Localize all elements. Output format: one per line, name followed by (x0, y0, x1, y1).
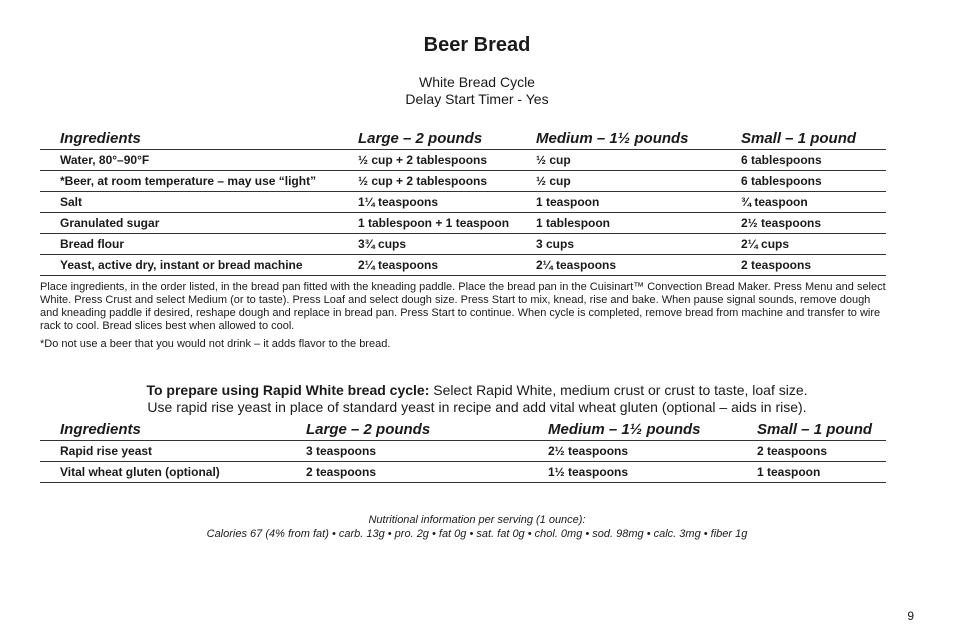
table-cell: 2½ teaspoons (548, 441, 757, 462)
column-header: Small – 1 pound (757, 418, 886, 441)
table-cell: Water, 80°–90°F (40, 150, 358, 171)
rapid-line-2: Use rapid rise yeast in place of standard yeast in recipe and add vital wheat gluten (optional – aids in rise). (147, 399, 807, 415)
table-cell: ½ cup + 2 tablespoons (358, 171, 536, 192)
table-header-row (40, 418, 886, 441)
table-cell: Granulated sugar (40, 213, 358, 234)
table-cell: 2¼ cups (741, 234, 886, 255)
table-cell: 1 tablespoon (536, 213, 741, 234)
column-header: Medium – 1½ pounds (536, 127, 741, 150)
rapid-label: To prepare using Rapid White bread cycle: (146, 382, 430, 398)
rapid-text: Select Rapid White, medium crust or crust to taste, loaf size. (433, 382, 808, 398)
cycle-line: White Bread Cycle (419, 74, 535, 90)
table-cell: *Beer, at room temperature – may use “light” (40, 171, 358, 192)
nutrition-heading: Nutritional information per serving (1 ounce): (368, 514, 586, 526)
delay-timer-line: Delay Start Timer - Yes (405, 91, 549, 107)
nutrition-info (0, 513, 954, 541)
column-header: Ingredients (40, 418, 306, 441)
table-cell: 1 teaspoon (536, 192, 741, 213)
table-cell: ¾ teaspoon (741, 192, 886, 213)
rapid-cycle-instructions (40, 382, 914, 416)
table-cell: 1 teaspoon (757, 462, 886, 483)
table-header-row (40, 127, 886, 150)
table-row (40, 234, 886, 255)
table-cell: Yeast, active dry, instant or bread machine (40, 255, 358, 276)
table-cell: Bread flour (40, 234, 358, 255)
column-header: Large – 2 pounds (358, 127, 536, 150)
table-cell: 6 tablespoons (741, 171, 886, 192)
table-row (40, 192, 886, 213)
cycle-info (0, 74, 954, 108)
column-header: Large – 2 pounds (306, 418, 548, 441)
table-cell: 2½ teaspoons (741, 213, 886, 234)
ingredients-table (40, 127, 886, 276)
table-cell: 3¾ cups (358, 234, 536, 255)
beer-footnote: *Do not use a beer that you would not drink – it adds flavor to the bread. (40, 338, 391, 350)
table-cell: Salt (40, 192, 358, 213)
table-cell: 3 cups (536, 234, 741, 255)
nutrition-values: Calories 67 (4% from fat) • carb. 13g • pro. 2g • fat 0g • sat. fat 0g • chol. 0mg • sod. 98mg • calc. 3mg • fiber 1g (206, 528, 748, 540)
column-header: Ingredients (40, 127, 358, 150)
table-row (40, 213, 886, 234)
table-row (40, 441, 886, 462)
table-cell: 2 teaspoons (757, 441, 886, 462)
table-cell: 3 teaspoons (306, 441, 548, 462)
table-cell: 1¼ teaspoons (358, 192, 536, 213)
table-cell: Rapid rise yeast (40, 441, 306, 462)
instructions-paragraph: Place ingredients, in the order listed, in the bread pan fitted with the kneading paddle. Place the bread pan in the Cuisinart™ Convection Bread Maker. Press Menu and select White. Press Crust and select Medium (or to taste). Press Loaf and select dough size. Press Start to mix, knead, rise and bake. When pause signal sounds, remove dough and kneading paddle if desired, reshape dough and replace in bread pan. Press Start to continue. When cycle is completed, remove bread from machine and transfer to wire rack to cool. Bread slices best when allowed to cool. (40, 281, 886, 332)
column-header: Small – 1 pound (741, 127, 886, 150)
table-cell: 2 teaspoons (306, 462, 548, 483)
table-cell: 2¼ teaspoons (536, 255, 741, 276)
table-cell: Vital wheat gluten (optional) (40, 462, 306, 483)
table-cell: 2¼ teaspoons (358, 255, 536, 276)
recipe-title: Beer Bread (423, 34, 531, 56)
rapid-line-1 (40, 382, 914, 399)
table-row (40, 255, 886, 276)
rapid-ingredients-table (40, 418, 886, 483)
table-row (40, 171, 886, 192)
table-cell: ½ cup (536, 150, 741, 171)
table-cell: 2 teaspoons (741, 255, 886, 276)
page-number: 9 (907, 609, 914, 623)
column-header: Medium – 1½ pounds (548, 418, 757, 441)
table-row (40, 462, 886, 483)
table-row (40, 150, 886, 171)
table-cell: ½ cup (536, 171, 741, 192)
table-cell: 6 tablespoons (741, 150, 886, 171)
table-cell: ½ cup + 2 tablespoons (358, 150, 536, 171)
table-cell: 1½ teaspoons (548, 462, 757, 483)
table-cell: 1 tablespoon + 1 teaspoon (358, 213, 536, 234)
